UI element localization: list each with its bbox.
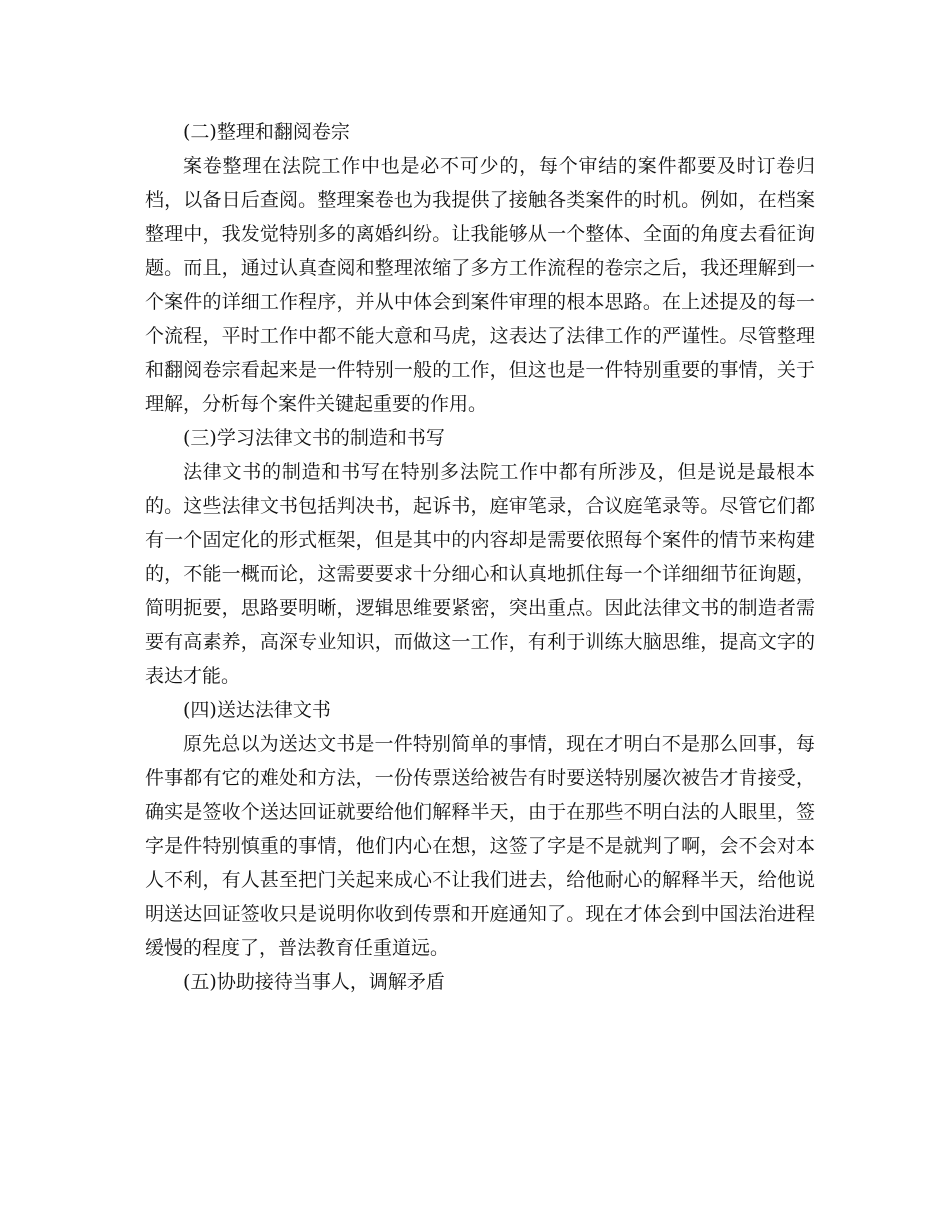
section-heading-3: (三)学习法律文书的制造和书写 <box>183 427 445 449</box>
section-paragraph-3: 法律文书的制造和书写在特别多法院工作中都有所涉及，但是说是最根本的。这些法律文书包括判决书，起诉书，庭审笔录，合议庭笔录等。尽管它们都有一个固定化的形式框架，但是其中的内容却是需要依照每个案件的情节来构建的，不能一概而论，这需要要求十分细心和认真地抓住每一个详细细节征询题，简明扼要，思路要明晰，逻辑思维要紧密，突出重点。因此法律文书的制造者需要有高素养，高深专业知识，而做这一工作，有利于训练大脑思维，提高文字的表达才能。 <box>145 461 815 687</box>
document-body <box>145 115 815 999</box>
section-heading-4: (四)送达法律文书 <box>183 699 331 721</box>
section-heading-5: (五)协助接待当事人，调解矛盾 <box>183 971 445 993</box>
section-paragraph-2: 案卷整理在法院工作中也是必不可少的，每个审结的案件都要及时订卷归档，以备日后查阅。整理案卷也为我提供了接触各类案件的时机。例如，在档案整理中，我发觉特别多的离婚纠纷。让我能够从一个整体、全面的角度去看征询题。而且，通过认真查阅和整理浓缩了多方工作流程的卷宗之后，我还理解到一个案件的详细工作程序，并从中体会到案件审理的根本思路。在上述提及的每一个流程，平时工作中都不能大意和马虎，这表达了法律工作的严谨性。尽管整理和翻阅卷宗看起来是一件特别一般的工作，但这也是一件特别重要的事情，关于理解，分析每个案件关键起重要的作用。 <box>145 155 815 415</box>
section-paragraph-4: 原先总以为送达文书是一件特别简单的事情，现在才明白不是那么回事，每件事都有它的难处和方法，一份传票送给被告有时要送特别屡次被告才肯接受，确实是签收个送达回证就要给他们解释半天，由于在那些不明白法的人眼里，签字是件特别慎重的事情，他们内心在想，这签了字是不是就判了啊，会不会对本人不利，有人甚至把门关起来成心不让我们进去，给他耐心的解释半天，给他说明送达回证签收只是说明你收到传票和开庭通知了。现在才体会到中国法治进程缓慢的程度了，普法教育任重道远。 <box>145 733 815 959</box>
section-heading-2: (二)整理和翻阅卷宗 <box>183 121 350 143</box>
